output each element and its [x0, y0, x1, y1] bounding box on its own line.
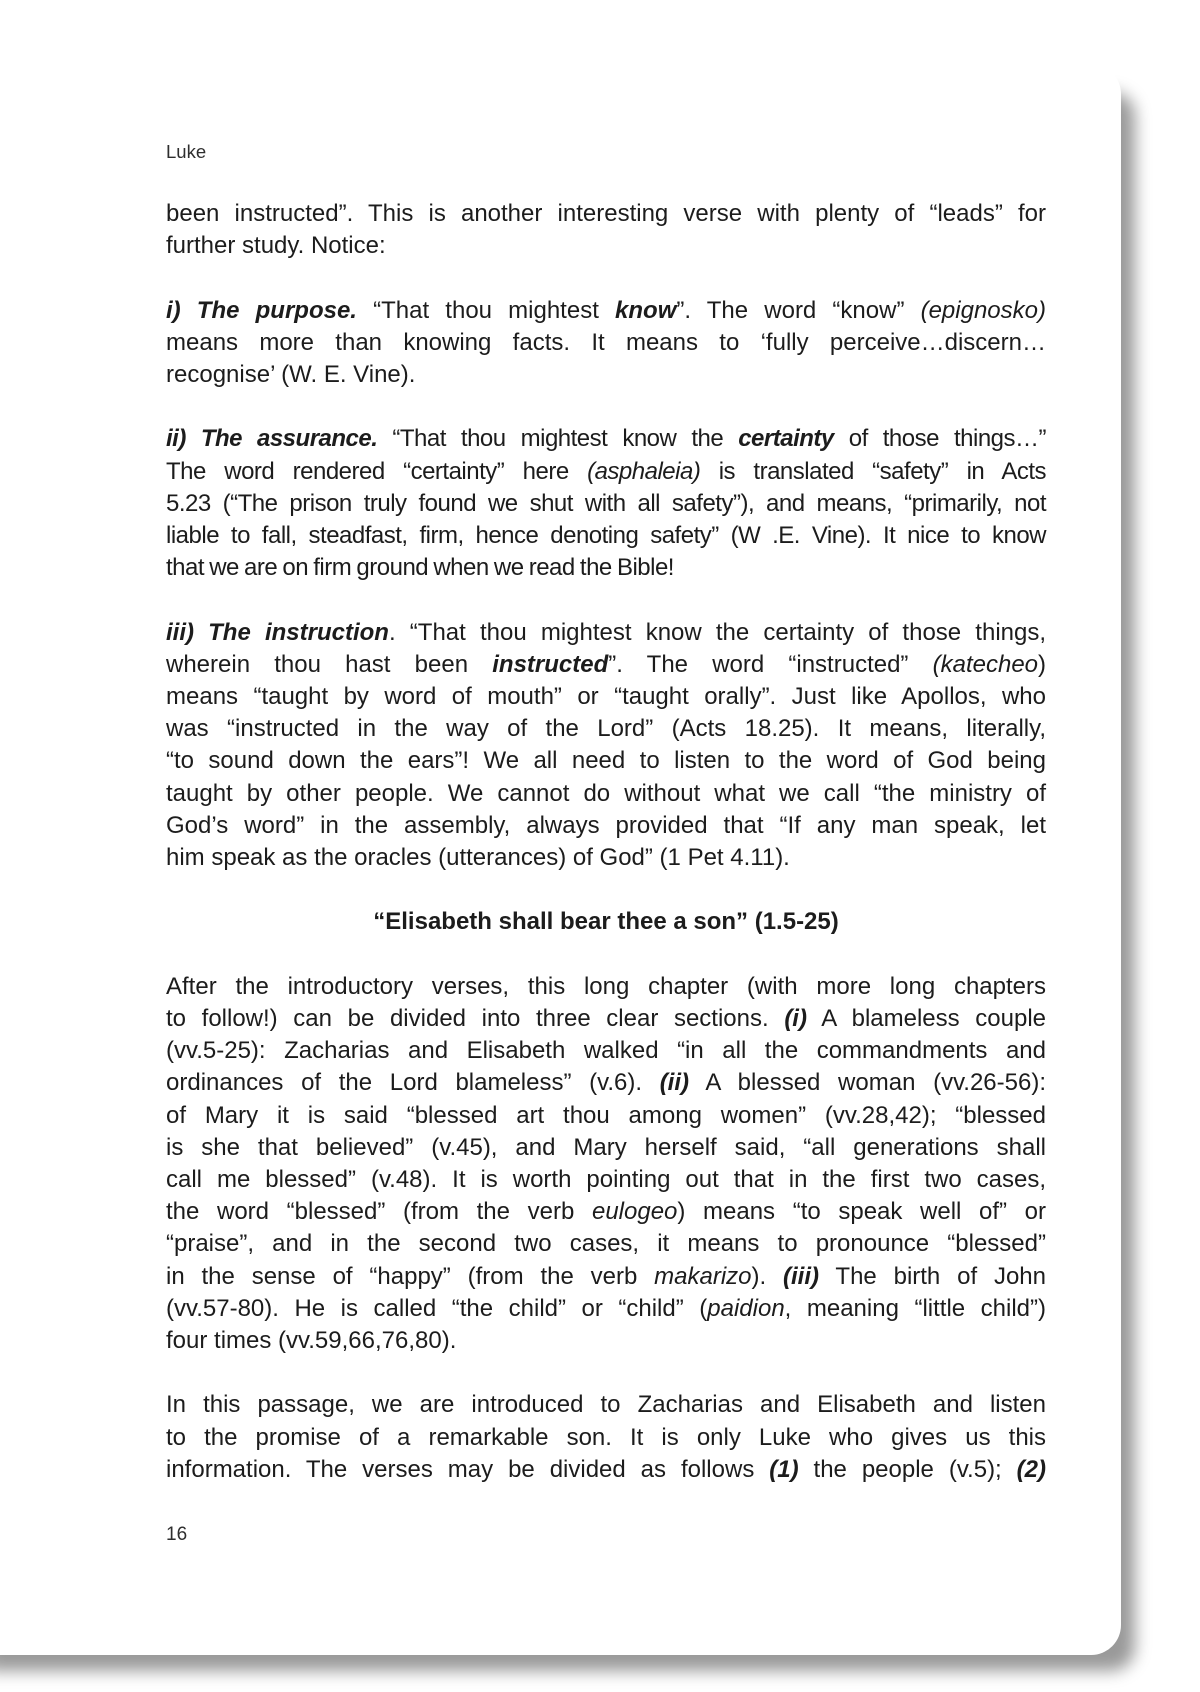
italic-text: paidion — [707, 1294, 785, 1322]
text-run: in the sense of “happy” (from the verb — [166, 1262, 655, 1290]
text-run: was “instructed in the way of the Lord” (Acts 18.25). It means, literally, — [166, 715, 1046, 743]
italic-text: makarizo — [654, 1262, 752, 1290]
text-run: further study. Notice: — [166, 232, 386, 260]
text-run: . “That thou mightest know the certainty of those things, — [388, 618, 1047, 646]
text-run: been instructed”. This is another interesting verse with plenty of “leads” for — [166, 200, 1046, 227]
text-line — [166, 1422, 1046, 1454]
text-run: ). — [751, 1262, 784, 1290]
text-run: “praise”, and in the second two cases, it means to pronounce “blessed” — [166, 1230, 1046, 1258]
text-run: liable to fall, steadfast, firm, hence denoting safety” (W .E. Vine). It nice to know — [166, 522, 1046, 549]
text-run: means “taught by word of mouth” or “taught orally”. Just like Apollos, who — [166, 683, 1046, 710]
italic-text: (asphaleia) — [587, 457, 701, 485]
text-line — [166, 681, 1046, 713]
text-run: is translated “safety” in Acts — [700, 457, 1046, 485]
body-paragraph — [166, 1389, 1046, 1486]
text-line — [166, 617, 1046, 649]
text-run: , meaning “little child”) — [784, 1294, 1047, 1322]
text-run: the word “blessed” (from the verb — [166, 1198, 592, 1226]
text-line — [166, 1228, 1046, 1260]
text-run: four times (vv.59,66,76,80). — [166, 1327, 457, 1355]
text-run: of those things…” — [833, 425, 1046, 453]
text-run: ”. The word “instructed” — [608, 650, 933, 678]
bold-italic-text: (ii) — [659, 1069, 690, 1097]
text-line — [166, 1293, 1046, 1325]
bold-italic-text: know — [615, 296, 677, 324]
text-line — [166, 327, 1046, 359]
text-run: the people (v.5); — [798, 1455, 1017, 1483]
text-run: “That thou mightest know the — [377, 425, 739, 453]
italic-text: eulogeo — [591, 1198, 678, 1226]
section-heading: “Elisabeth shall bear thee a son” (1.5-25) — [373, 908, 839, 936]
text-run: (vv.57-80). He is called “the child” or “child” ( — [166, 1294, 708, 1322]
text-run: is she that believed” (v.45), and Mary herself said, “all generations shall — [166, 1133, 1046, 1161]
running-head: Luke — [166, 141, 207, 162]
text-run: “That thou mightest — [356, 296, 616, 324]
text-run: that we are on firm ground when we read the Bible! — [166, 554, 674, 582]
text-run: In this passage, we are introduced to Zacharias and Elisabeth and listen — [166, 1391, 1046, 1419]
text-line — [166, 745, 1046, 777]
text-line — [166, 1389, 1046, 1421]
text-line — [166, 488, 1046, 520]
text-line — [166, 1035, 1046, 1067]
text-run: After the introductory verses, this long chapter (with more long chapters — [166, 972, 1046, 1000]
text-run: of Mary it is said “blessed art thou among women” (vv.28,42); “blessed — [166, 1101, 1046, 1129]
text-line — [166, 1454, 1046, 1486]
text-line — [166, 810, 1046, 842]
text-line — [166, 1003, 1046, 1035]
text-line — [166, 842, 1046, 874]
text-line — [166, 1100, 1046, 1132]
text-run: God’s word” in the assembly, always provided that “If any man speak, let — [166, 811, 1046, 839]
text-run: “to sound down the ears”! We all need to listen to the word of God being — [166, 747, 1046, 775]
body-paragraph — [166, 198, 1046, 262]
bold-italic-text: (i) — [784, 1005, 807, 1032]
text-line — [166, 971, 1046, 1003]
text-line — [166, 230, 1046, 262]
text-line — [166, 1325, 1046, 1357]
body-text — [166, 198, 1046, 1518]
text-line — [166, 552, 1046, 584]
text-run: means more than knowing facts. It means to ‘fully perceive…discern… — [166, 328, 1046, 356]
text-run: him speak as the oracles (utterances) of God” (1 Pet 4.11). — [166, 844, 790, 872]
text-line — [166, 778, 1046, 810]
italic-text: (katecheo — [932, 650, 1039, 678]
page-number: 16 — [166, 1524, 188, 1545]
text-line — [166, 1164, 1046, 1196]
text-line — [166, 1067, 1046, 1099]
text-run: The word rendered “certainty” here — [166, 457, 588, 485]
text-line — [166, 456, 1046, 488]
text-run: call me blessed” (v.48). It is worth pointing out that in the first two cases, — [166, 1166, 1046, 1194]
text-line — [166, 295, 1046, 327]
text-run: (vv.5-25): Zacharias and Elisabeth walked “in all the commandments and — [166, 1037, 1046, 1065]
text-run: A blameless couple — [806, 1005, 1046, 1032]
text-line — [166, 520, 1046, 552]
text-run: ordinances of the Lord blameless” (v.6). — [166, 1069, 660, 1097]
text-run: The birth of John — [819, 1262, 1046, 1290]
text-line — [166, 713, 1046, 745]
text-run: to the promise of a remarkable son. It is only Luke who gives us this — [166, 1423, 1046, 1451]
text-run: to follow!) can be divided into three clear sections. — [166, 1005, 785, 1032]
text-run: A blessed woman (vv.26-56): — [689, 1069, 1047, 1097]
text-run: ”. The word “know” — [676, 296, 921, 324]
bold-italic-text: certainty — [738, 425, 834, 453]
text-run: recognise’ (W. E. Vine). — [166, 361, 416, 388]
text-run: ) — [1038, 650, 1047, 678]
bold-italic-text: iii) The instruction — [166, 618, 389, 646]
text-line — [166, 198, 1046, 230]
text-run: 5.23 (“The prison truly found we shut with all safety”), and means, “primarily, not — [166, 489, 1046, 517]
body-paragraph — [166, 423, 1046, 584]
text-line — [166, 423, 1046, 455]
text-line — [166, 359, 1046, 391]
bold-italic-text: instructed — [492, 650, 609, 678]
bold-italic-text: (1) — [769, 1455, 799, 1483]
text-run: information. The verses may be divided as follows — [166, 1455, 770, 1483]
italic-text: (epignosko) — [920, 296, 1046, 324]
text-run: taught by other people. We cannot do without what we call “the ministry of — [166, 779, 1046, 807]
bold-italic-text: i) The purpose. — [166, 296, 357, 324]
text-line — [166, 649, 1046, 681]
body-paragraph — [166, 971, 1046, 1357]
text-line — [166, 1132, 1046, 1164]
text-run: ) means “to speak well of” or — [677, 1198, 1046, 1226]
bold-italic-text: ii) The assurance. — [166, 425, 378, 453]
text-run: wherein thou hast been — [166, 650, 493, 678]
body-paragraph — [166, 617, 1046, 875]
text-line — [166, 1261, 1046, 1293]
bold-italic-text: (2) — [1016, 1455, 1047, 1483]
text-line — [166, 1196, 1046, 1228]
bold-italic-text: (iii) — [783, 1262, 820, 1290]
body-paragraph — [166, 295, 1046, 392]
